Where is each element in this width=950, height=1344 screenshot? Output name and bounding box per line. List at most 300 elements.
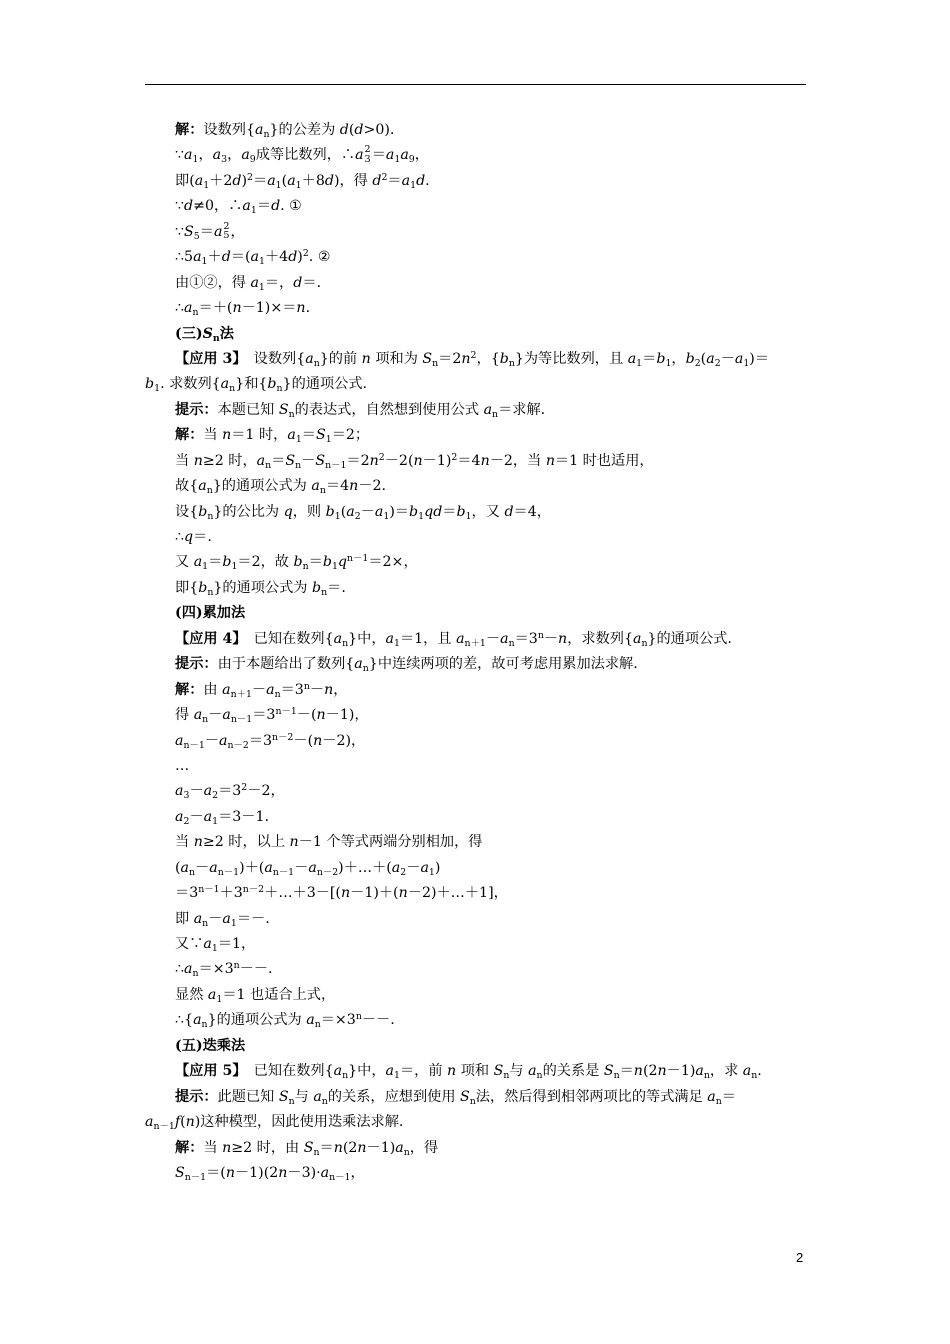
text-segment: 当 <box>175 834 194 851</box>
text-line <box>145 1034 806 1059</box>
text-segment: 当 <box>175 452 194 469</box>
text-segment: n <box>461 350 471 367</box>
text-segment: n <box>303 680 310 692</box>
text-segment: 由 <box>203 681 223 698</box>
text-segment: 提示： <box>175 401 218 418</box>
text-segment: n <box>480 452 490 469</box>
text-segment: a <box>219 732 228 749</box>
text-segment: ) <box>241 172 248 189</box>
text-segment: 又∵ <box>175 936 204 952</box>
text-segment: 1 <box>334 510 341 522</box>
text-segment: ∵ <box>175 223 185 240</box>
text-segment: n <box>233 960 240 972</box>
text-segment: . <box>757 1063 762 1080</box>
text-segment: n <box>536 1069 543 1081</box>
text-segment: －2， <box>247 783 285 800</box>
text-segment: n <box>357 1139 367 1156</box>
text-segment: 解： <box>175 681 204 698</box>
text-segment: 设数列{ <box>239 350 306 367</box>
text-segment: a <box>500 630 509 647</box>
text-segment: ( <box>348 122 355 138</box>
text-line <box>145 398 806 423</box>
text-segment: ≥2 时，以上 <box>202 834 290 851</box>
text-segment: ＝ <box>308 554 323 571</box>
text-segment: d <box>184 198 194 215</box>
text-segment: ＝( <box>230 249 251 266</box>
text-segment: n <box>274 688 281 700</box>
text-segment: n <box>361 350 371 367</box>
text-segment: ，求数列{ <box>567 630 633 647</box>
text-segment: ＝＋( <box>198 300 233 317</box>
text-segment: － <box>720 350 735 367</box>
text-segment: . ② <box>308 249 331 266</box>
text-segment: 1 <box>230 917 237 929</box>
text-segment: n <box>641 637 648 649</box>
text-segment: ＝1 时， <box>231 427 288 444</box>
text-line <box>145 729 806 754</box>
text-segment: a <box>483 401 493 418</box>
text-segment: －3)· <box>287 1164 321 1181</box>
text-segment: n <box>715 1095 722 1107</box>
text-segment: －2)， <box>322 732 366 749</box>
text-segment: － <box>204 732 220 749</box>
text-segment: S <box>315 452 326 469</box>
text-segment: n－1 <box>347 553 369 565</box>
text-segment: 当 <box>203 1139 223 1156</box>
text-segment: n <box>313 357 320 369</box>
text-segment: n <box>319 484 326 496</box>
text-segment: ＝. <box>302 274 322 291</box>
text-segment: ＝ <box>256 198 272 215</box>
text-segment: a <box>385 630 394 647</box>
text-segment: － <box>251 681 267 698</box>
text-segment: n－1 <box>153 1120 175 1132</box>
text-segment: －1)， <box>325 707 369 724</box>
text-segment: }的通项公式. <box>282 376 368 393</box>
text-segment: a <box>203 808 213 825</box>
text-segment: n <box>349 478 359 495</box>
text-segment: － <box>485 630 501 647</box>
text-segment: ＋4 <box>264 249 289 266</box>
text-segment: )，得 <box>333 172 373 189</box>
text-segment: b <box>267 376 277 393</box>
text-line <box>145 957 806 982</box>
text-segment: )＋( <box>239 859 265 876</box>
text-segment: ＝. <box>193 529 212 545</box>
text-segment: ＝3 <box>175 885 199 902</box>
text-line <box>145 754 806 779</box>
text-segment: 2 <box>212 790 219 802</box>
text-segment: ∴{ <box>175 1012 194 1029</box>
text-segment: S <box>603 1063 614 1080</box>
text-segment: n <box>202 917 209 929</box>
text-segment: ＝1 时也适用， <box>554 452 654 469</box>
text-segment: n <box>265 459 272 471</box>
text-segment: ( <box>700 350 707 367</box>
text-segment: ＝－. <box>236 910 270 927</box>
text-line <box>145 296 806 321</box>
text-segment: 法，然后得到相邻两项比的等式满足 <box>475 1088 708 1105</box>
page-number: 2 <box>796 1250 804 1265</box>
text-segment: a <box>734 350 744 367</box>
text-segment: 【应用 5】 <box>175 1063 240 1080</box>
text-segment: a <box>707 1088 716 1105</box>
text-segment: a <box>287 427 296 444</box>
text-segment: a <box>193 1012 202 1029</box>
text-segment: －2)＋…＋1]， <box>407 885 508 902</box>
text-segment: a <box>242 198 251 215</box>
text-line <box>145 830 806 855</box>
text-segment: n <box>613 1069 620 1081</box>
text-segment: }的通项公式为 <box>213 579 313 596</box>
text-segment: a <box>203 783 213 800</box>
text-line <box>145 322 806 347</box>
text-segment: a <box>175 783 184 800</box>
text-segment: 1 <box>428 866 435 878</box>
text-segment: }的公比为 <box>213 503 284 520</box>
text-segment: ， <box>230 223 245 240</box>
text-segment: －1) <box>366 1139 396 1156</box>
text-segment: n－2 <box>242 883 265 895</box>
text-segment: b <box>456 503 466 520</box>
text-segment: n <box>508 637 515 649</box>
text-segment: b <box>685 350 695 367</box>
text-segment: n <box>192 306 199 318</box>
text-segment: a <box>193 707 203 724</box>
text-segment: q <box>184 529 194 545</box>
text-segment: 1 <box>636 357 643 369</box>
text-segment: ＝ <box>387 172 402 189</box>
text-segment: d <box>221 249 231 266</box>
text-segment: ＝ <box>319 1139 334 1156</box>
text-segment: n <box>342 1069 349 1081</box>
text-segment: ( <box>340 503 347 520</box>
text-segment: 2 <box>241 782 248 794</box>
text-segment: 1 <box>259 255 265 267</box>
text-line <box>145 1110 806 1135</box>
text-line <box>145 220 806 245</box>
text-segment: b <box>325 503 335 520</box>
text-segment: n <box>503 1069 510 1081</box>
text-segment: 5 <box>193 230 200 242</box>
text-segment: n <box>508 357 515 369</box>
text-segment: 9 <box>249 154 256 166</box>
text-segment: － <box>208 910 223 927</box>
text-segment: n <box>340 885 351 902</box>
text-segment: 1 <box>203 179 210 191</box>
text-segment: }和{ <box>235 376 268 393</box>
document-body <box>145 118 806 1186</box>
text-segment: 设{ <box>175 503 199 520</box>
text-segment: n <box>193 834 203 851</box>
text-segment: ，得 <box>409 1139 439 1156</box>
text-segment: ，则 <box>292 503 326 520</box>
text-segment: ＝4， <box>513 503 551 520</box>
text-segment: a <box>209 859 218 876</box>
text-segment: n <box>537 629 544 641</box>
text-segment: b <box>312 579 322 596</box>
text-segment: b <box>656 350 666 367</box>
text-segment: ∵ <box>175 198 185 215</box>
text-segment: 由①②，得 <box>175 274 251 291</box>
text-segment: a <box>374 503 384 520</box>
text-segment: ＝，前 <box>399 1063 448 1080</box>
text-segment: 1 <box>743 357 750 369</box>
text-segment: n <box>222 1139 232 1156</box>
text-segment: S <box>202 325 213 342</box>
text-segment: 得 <box>175 707 194 724</box>
text-segment: a <box>222 910 231 927</box>
text-segment: ＝2 <box>346 452 370 469</box>
text-segment: －1)(2 <box>234 1164 279 1181</box>
text-segment: ， <box>671 350 686 367</box>
text-segment: a <box>311 478 320 495</box>
text-segment: n－2 <box>316 866 339 878</box>
text-segment: n <box>313 732 323 749</box>
text-segment: qd <box>424 503 443 520</box>
text-segment: a <box>213 223 223 240</box>
text-segment: 1 <box>295 179 302 191</box>
text-segment: － <box>309 681 325 698</box>
text-segment: ＝ <box>721 1088 736 1105</box>
text-line <box>145 1059 806 1084</box>
text-segment: }中， <box>348 630 386 647</box>
text-segment: －1 个等式两端分别相加，得 <box>298 834 483 851</box>
text-segment: ＝ <box>619 1063 634 1080</box>
text-segment: －2. <box>358 478 386 495</box>
text-segment: ＝3 <box>280 681 304 698</box>
text-segment: 1 <box>394 637 400 649</box>
text-segment: n <box>324 681 334 698</box>
text-segment: a <box>180 859 190 876</box>
text-segment: n <box>333 1139 343 1156</box>
text-segment: n <box>558 630 568 647</box>
text-line <box>145 449 806 474</box>
text-segment: 已知在数列{ <box>239 1063 334 1080</box>
text-segment: －2，当 <box>489 452 546 469</box>
text-segment: n <box>263 128 270 140</box>
text-line <box>145 881 806 906</box>
text-segment: ，求 <box>709 1063 743 1080</box>
text-segment: a <box>333 630 343 647</box>
text-segment: 1 <box>465 510 472 522</box>
text-segment: }的通项公式为 <box>212 478 312 495</box>
text-segment: d <box>232 172 242 189</box>
text-segment: a <box>391 859 401 876</box>
text-segment: a <box>256 452 266 469</box>
text-segment: (三) <box>175 325 203 342</box>
text-segment: ≥2 时，由 <box>231 1139 304 1156</box>
text-segment: a <box>264 859 273 876</box>
text-segment: －1) <box>422 452 452 469</box>
text-segment: a <box>306 1012 315 1029</box>
text-segment: n <box>413 452 423 469</box>
text-segment: . <box>425 172 430 189</box>
text-line <box>145 627 806 652</box>
text-segment: ＝3－1. <box>218 808 270 825</box>
text-segment: 9 <box>408 154 415 166</box>
text-segment: 2 5 <box>223 220 230 242</box>
text-segment: ＝ <box>208 554 223 571</box>
text-segment: 提示： <box>175 656 218 673</box>
text-segment: n <box>342 637 349 649</box>
text-line <box>145 1008 806 1033</box>
text-segment: 2 <box>247 171 253 183</box>
text-segment: n <box>288 1095 295 1107</box>
text-segment: )＝ <box>389 503 410 520</box>
text-segment: a <box>305 350 314 367</box>
text-segment: 2 <box>470 349 477 361</box>
text-segment: }的通项公式. <box>647 630 732 647</box>
text-segment: a <box>695 1063 704 1080</box>
text-segment: a <box>308 859 317 876</box>
text-segment: n <box>288 408 295 420</box>
text-segment: － <box>294 859 309 876</box>
text-segment: S <box>303 1139 314 1156</box>
text-segment: 设数列{ <box>203 122 255 138</box>
text-segment: }的通项公式为 <box>207 1012 307 1029</box>
text-segment: 的关系，应想到使用 <box>327 1088 461 1105</box>
text-segment: n <box>193 452 203 469</box>
text-segment: ＝3 <box>514 630 538 647</box>
text-segment: ＝求解. <box>498 401 546 418</box>
text-segment: － <box>189 783 204 800</box>
text-segment: a <box>220 376 230 393</box>
text-segment: ＝4 <box>457 452 481 469</box>
text-segment: a <box>193 910 203 927</box>
text-segment: n <box>229 383 236 395</box>
text-segment: ＋ <box>207 249 222 266</box>
text-line <box>145 703 806 728</box>
text-segment: ∴ <box>175 300 185 317</box>
text-segment: n－1 <box>329 1171 351 1183</box>
text-segment: }的前 <box>319 350 362 367</box>
text-segment: －1)×＝ <box>241 300 297 317</box>
text-segment: －－. <box>239 961 273 978</box>
text-segment: 故{ <box>175 478 199 495</box>
text-segment: n－1 <box>184 1171 207 1183</box>
text-segment: a <box>193 249 202 266</box>
text-segment: 项和 <box>456 1063 494 1080</box>
text-segment: ， <box>198 147 213 164</box>
text-segment: (四)累加法 <box>175 605 246 622</box>
text-segment: a <box>287 172 296 189</box>
text-segment: a <box>194 172 204 189</box>
text-segment: n <box>321 586 328 598</box>
text-segment: ， <box>414 147 429 164</box>
text-segment: 的关系是 <box>542 1063 604 1080</box>
text-segment: n <box>302 561 309 573</box>
text-segment: 1 <box>258 281 265 293</box>
text-segment: a <box>395 1139 404 1156</box>
text-segment: }中连续两项的差，故可考虑用累加法求解. <box>368 656 638 673</box>
text-segment: 1 <box>211 942 218 954</box>
text-line <box>145 678 806 703</box>
text-segment: a <box>401 172 411 189</box>
text-segment: n <box>469 1095 476 1107</box>
text-segment: b <box>222 554 232 571</box>
text-segment: 1 <box>250 205 257 217</box>
text-segment: S <box>493 1063 504 1080</box>
text-segment: a <box>184 300 193 317</box>
text-segment: b <box>198 503 208 520</box>
text-line <box>145 1161 806 1186</box>
text-segment: a <box>354 656 363 673</box>
text-segment: ＋8 <box>301 172 325 189</box>
text-segment: a <box>207 986 217 1003</box>
text-segment: n <box>369 452 379 469</box>
text-segment: n <box>545 452 555 469</box>
text-segment: n <box>657 1063 667 1080</box>
text-segment: a <box>632 630 642 647</box>
text-segment: 即( <box>175 172 195 189</box>
text-segment: － <box>543 630 559 647</box>
text-segment: 与 <box>509 1063 529 1080</box>
text-segment: ＝ <box>642 350 657 367</box>
text-segment: 2 <box>354 510 361 522</box>
text-segment: d <box>372 172 382 189</box>
text-segment: ＝3 <box>218 783 242 800</box>
text-segment: b <box>409 503 419 520</box>
text-segment: (2 <box>642 1063 658 1080</box>
text-segment: 1 <box>192 154 199 166</box>
text-segment: 成等比数列，∴ <box>255 147 356 164</box>
text-line <box>145 372 806 397</box>
text-segment: ＝×3 <box>320 1012 356 1029</box>
text-segment: (五)迭乘法 <box>175 1037 246 1054</box>
text-segment: 2 <box>183 815 190 827</box>
text-segment: ∴ <box>175 529 185 545</box>
text-segment: a <box>193 554 203 571</box>
text-segment: a <box>184 147 193 164</box>
text-segment: a <box>203 936 212 952</box>
text-segment: a <box>420 859 429 876</box>
text-segment: n－1 <box>230 713 253 725</box>
text-segment: 【应用 4】 <box>175 630 240 647</box>
text-segment: 1 <box>418 510 425 522</box>
text-segment: 2 <box>451 451 458 463</box>
text-line <box>145 143 806 168</box>
text-segment: n <box>403 1146 410 1158</box>
text-line <box>145 169 806 194</box>
text-segment: 又 <box>175 554 194 571</box>
text-segment: 2 <box>694 357 701 369</box>
text-segment: n <box>355 1011 362 1023</box>
text-segment: ，{ <box>476 350 500 367</box>
text-segment: ＝×3 <box>198 961 234 978</box>
text-segment: 【应用 3】 <box>175 350 240 367</box>
text-segment: 项和为 <box>370 350 423 367</box>
text-segment: b <box>145 376 155 393</box>
text-segment: 1 <box>231 561 238 573</box>
text-segment: n <box>432 357 439 369</box>
text-segment: n <box>207 586 214 598</box>
text-segment: 由于本题给出了数列{ <box>217 656 355 673</box>
text-line <box>145 474 806 499</box>
text-segment: ＋2 <box>209 172 233 189</box>
text-segment: 1 <box>325 434 332 446</box>
text-segment: S <box>184 223 194 240</box>
text-segment: ＝2，故 <box>237 554 294 571</box>
text-segment: d <box>504 503 514 520</box>
text-segment: 1 <box>201 255 208 267</box>
text-segment: ＝2； <box>331 427 370 444</box>
text-segment: 即 <box>175 910 194 927</box>
text-segment: 2 <box>381 171 388 183</box>
text-segment: n <box>202 713 209 725</box>
text-segment: ＝， <box>264 274 294 291</box>
text-segment: n <box>703 1069 710 1081</box>
